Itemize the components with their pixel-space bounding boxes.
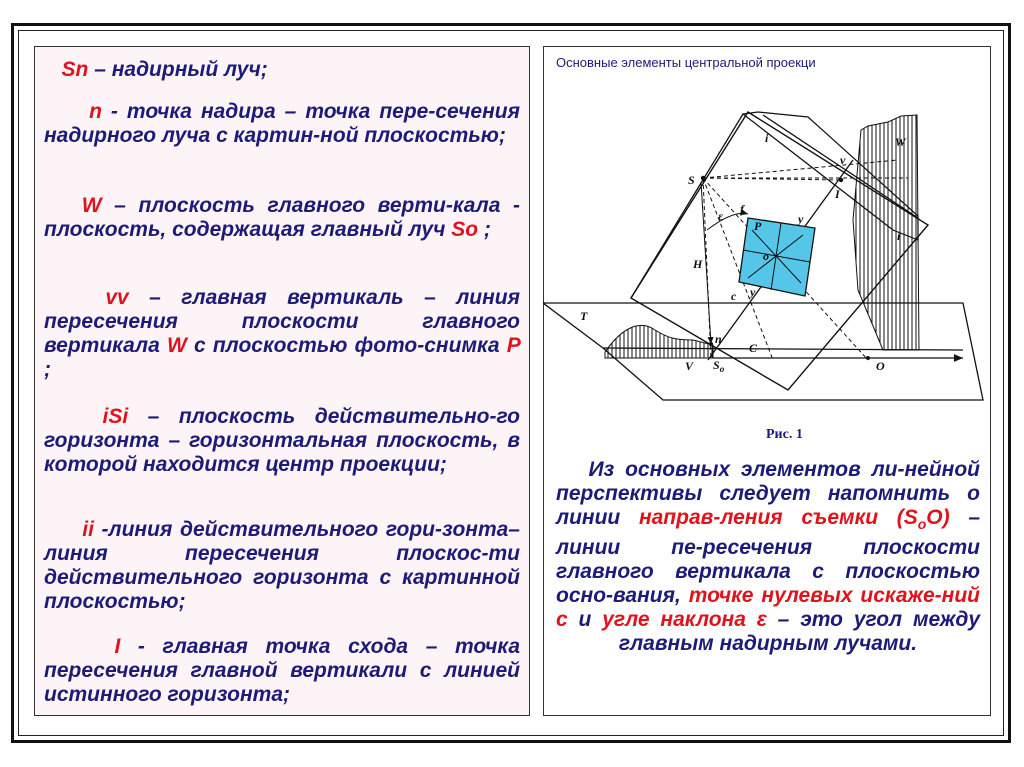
label-y: y	[798, 212, 804, 226]
label-epsilon: ε	[718, 209, 723, 223]
label-y2: y	[750, 285, 756, 299]
height-arrow	[701, 182, 711, 344]
label-o: o	[763, 249, 769, 263]
label-i-capital: I	[835, 187, 840, 201]
label-n: n	[715, 332, 722, 346]
terrain-profile-left	[605, 325, 713, 358]
definition-n: n - точка надира – точка пере-сечения надирного луча с картин-ной плоскостью;	[44, 100, 520, 147]
terrain-profile-right	[853, 115, 919, 350]
label-c-capital: C	[749, 341, 758, 355]
definition-w: W – плоскость главного верти-кала - плоскость, содержащая главный луч So ;	[44, 194, 520, 241]
label-t: T	[580, 309, 588, 323]
definition-ii: ii -линия действительного гори-зонта–линия пересечения плоскос-ти действительного горизонта с картинной плоскостью;	[44, 518, 520, 613]
figure-caption-top: Основные элементы центральной проекци	[556, 55, 816, 70]
label-p: P	[754, 219, 762, 233]
label-so: $S_o$	[713, 358, 725, 374]
definition-sn: Sn – надирный луч;	[61, 58, 268, 81]
label-v-bottom: V	[685, 359, 694, 373]
central-projection-diagram	[543, 90, 991, 420]
label-f: f	[740, 202, 744, 216]
label-i-top: i	[765, 131, 769, 145]
label-v-top: v	[840, 153, 846, 167]
label-c-small: c	[731, 289, 737, 303]
definition-i: I - главная точка схода – точка пересечения главной вертикали с линией истинного горизонта;	[44, 635, 521, 706]
label-o-capital: O	[876, 359, 885, 373]
label-h: Н	[693, 257, 703, 271]
definition-vv: vv – главная вертикаль – линия пересечения плоскости главного вертикала W с плоскостью фото-снимка P ;	[44, 286, 520, 381]
definition-isi: iSi – плоскость действительно-го горизонта – горизонтальная плоскость, в которой находится центр проекции;	[44, 405, 520, 476]
right-paragraph: Из основных элементов ли-нейной перспективы следует напомнить о линии направ-ления съемки $(S_oO)$ – линии пе-ресечения плоскости главного вертикала с плоскостью осно-вания, точке нулевых искаже-ний c и угле наклона ε – это угол между главным надирным лучами.	[556, 458, 981, 656]
label-w: W	[895, 135, 906, 149]
label-i-right: i	[897, 229, 901, 243]
label-s: S	[688, 173, 695, 187]
figure-number-label: Рис. 1	[766, 427, 803, 442]
